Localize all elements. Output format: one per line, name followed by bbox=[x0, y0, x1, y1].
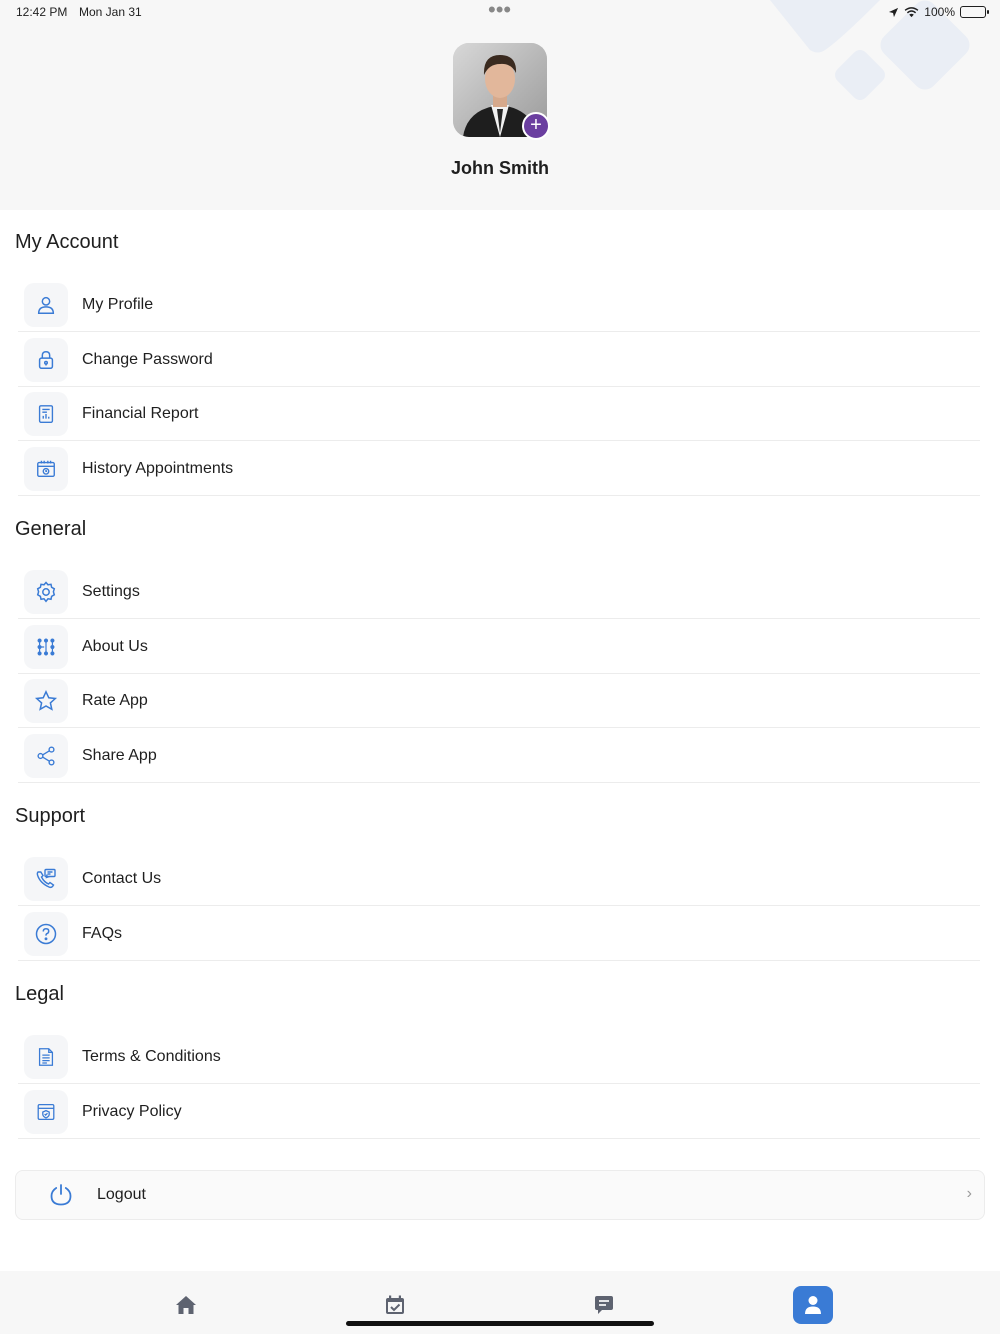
status-time: 12:42 PM bbox=[16, 5, 68, 19]
menu-item-settings[interactable] bbox=[18, 565, 980, 619]
calendar-check-icon bbox=[384, 1294, 406, 1316]
phone-chat-icon bbox=[24, 857, 68, 901]
star-icon bbox=[24, 679, 68, 723]
menu-item-label: FAQs bbox=[82, 924, 123, 942]
gear-icon bbox=[24, 570, 68, 614]
menu-item-share-app[interactable] bbox=[18, 729, 980, 783]
menu-item-change-password[interactable] bbox=[18, 333, 980, 387]
report-icon bbox=[24, 392, 68, 436]
menu-item-history-appointments[interactable] bbox=[18, 442, 980, 496]
tab-appointments[interactable] bbox=[375, 1286, 415, 1324]
menu-item-label: Privacy Policy bbox=[82, 1102, 182, 1120]
menu-item-terms-conditions[interactable] bbox=[18, 1030, 980, 1084]
lock-icon bbox=[24, 338, 68, 382]
logout-label: Logout bbox=[97, 1186, 146, 1203]
menu-item-label: Share App bbox=[82, 746, 157, 764]
menu-item-label: History Appointments bbox=[82, 459, 234, 477]
tab-profile[interactable] bbox=[793, 1286, 833, 1324]
menu-item-contact-us[interactable] bbox=[18, 852, 980, 906]
home-indicator[interactable] bbox=[346, 1321, 654, 1326]
menu-item-rate-app[interactable] bbox=[18, 674, 980, 728]
question-icon bbox=[24, 912, 68, 956]
share-icon bbox=[24, 734, 68, 778]
avatar-container[interactable] bbox=[453, 43, 547, 137]
menu-item-label: Settings bbox=[82, 582, 140, 600]
status-date: Mon Jan 31 bbox=[79, 5, 142, 19]
section-title-general: General bbox=[15, 518, 87, 540]
wifi-icon bbox=[904, 7, 919, 18]
menu-item-label: Rate App bbox=[82, 691, 148, 709]
grid-dots-icon bbox=[24, 625, 68, 669]
status-indicators bbox=[888, 5, 986, 19]
section-title-legal: Legal bbox=[15, 983, 64, 1005]
add-photo-icon[interactable]: + bbox=[522, 112, 550, 140]
menu-item-label: Financial Report bbox=[82, 404, 199, 422]
chevron-right-icon: › bbox=[966, 1185, 972, 1202]
battery-percent: 100% bbox=[924, 5, 955, 19]
profile-header bbox=[0, 0, 1000, 210]
tab-home[interactable] bbox=[166, 1286, 206, 1324]
menu-item-label: My Profile bbox=[82, 295, 154, 313]
battery-icon bbox=[960, 6, 986, 18]
menu-item-financial-report[interactable] bbox=[18, 387, 980, 441]
profile-name: John Smith bbox=[451, 158, 549, 178]
shield-document-icon bbox=[24, 1090, 68, 1134]
status-bar bbox=[16, 0, 986, 22]
section-title-support: Support bbox=[15, 805, 86, 827]
tab-messages[interactable] bbox=[584, 1286, 624, 1324]
menu-item-label: Terms & Conditions bbox=[82, 1047, 221, 1065]
menu-item-privacy-policy[interactable] bbox=[18, 1085, 980, 1139]
menu-item-label: Contact Us bbox=[82, 869, 162, 887]
menu-item-about-us[interactable] bbox=[18, 620, 980, 674]
power-icon bbox=[46, 1180, 76, 1210]
logout-button[interactable] bbox=[15, 1170, 985, 1220]
location-icon bbox=[888, 7, 899, 18]
multitasking-dots-icon[interactable]: ••• bbox=[488, 0, 512, 22]
menu-item-faqs[interactable] bbox=[18, 907, 980, 961]
menu-item-label: Change Password bbox=[82, 350, 213, 368]
document-icon bbox=[24, 1035, 68, 1079]
home-icon bbox=[174, 1294, 198, 1316]
menu-item-label: About Us bbox=[82, 637, 148, 655]
user-icon bbox=[24, 283, 68, 327]
calendar-icon bbox=[24, 447, 68, 491]
chat-icon bbox=[592, 1294, 616, 1316]
profile-icon bbox=[803, 1294, 823, 1316]
menu-item-my-profile[interactable] bbox=[18, 278, 980, 332]
section-title-my-account: My Account bbox=[15, 231, 119, 253]
